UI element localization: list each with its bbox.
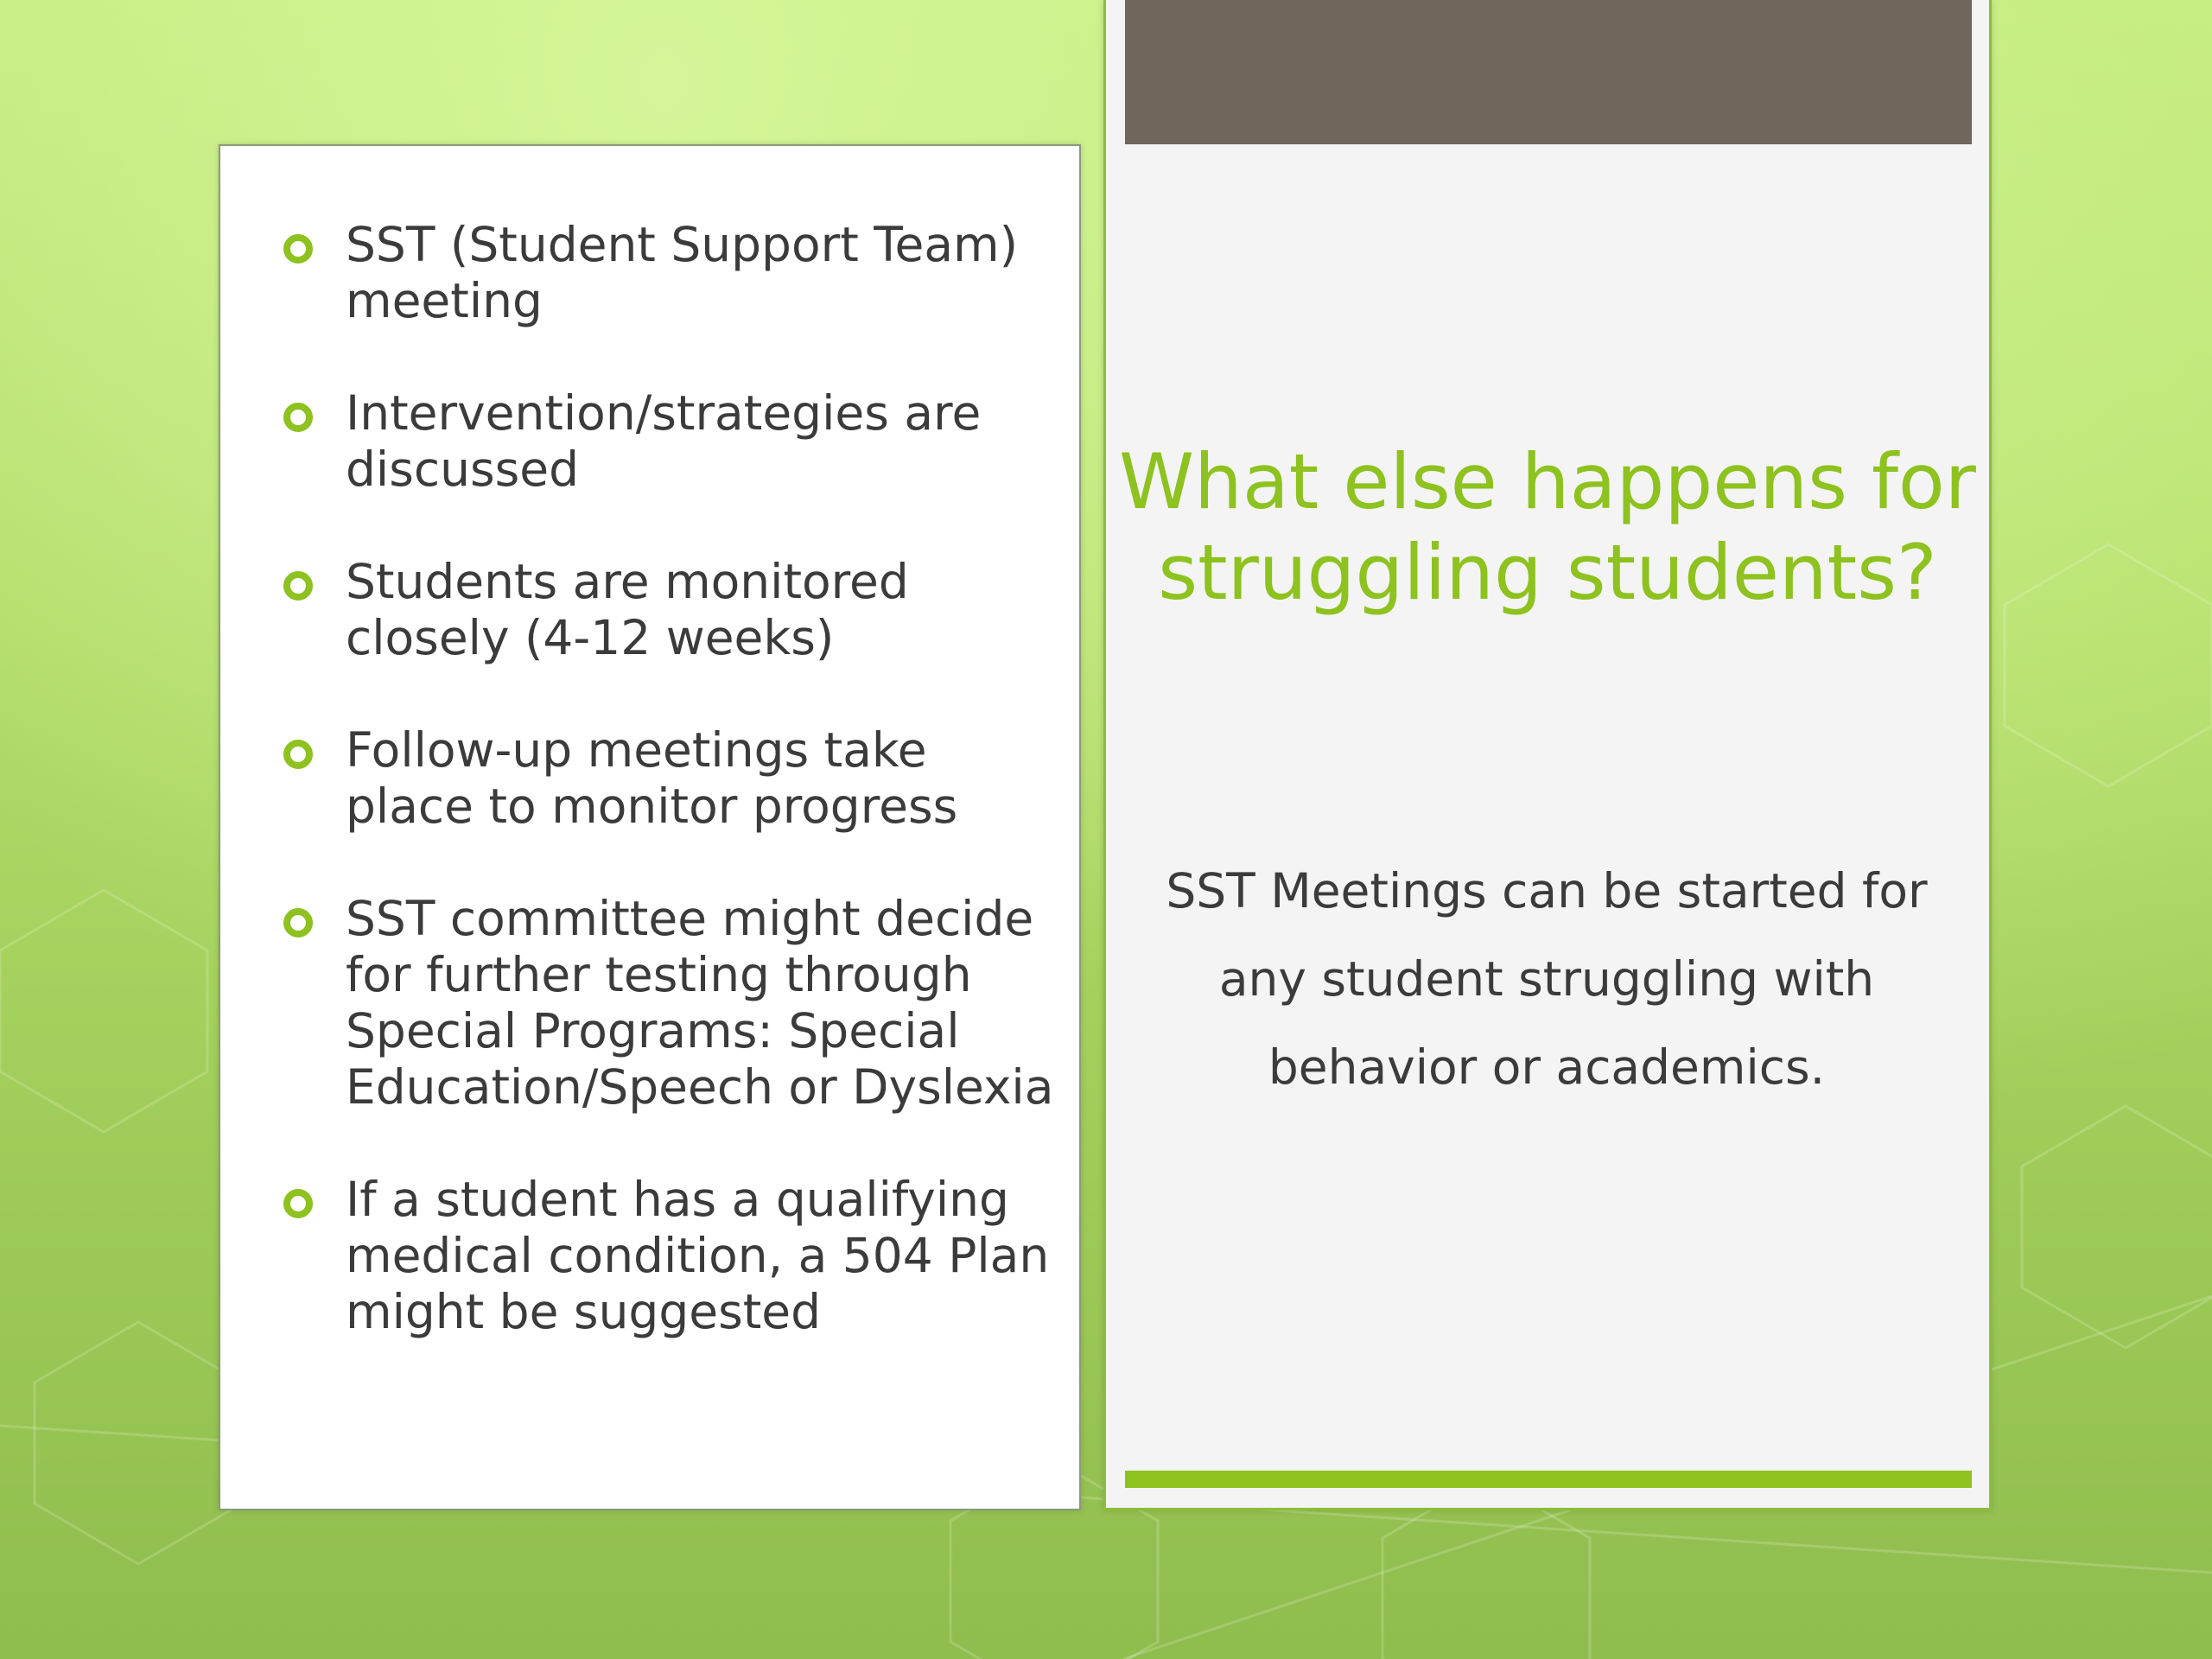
bullet-content-panel — [219, 144, 1081, 1510]
bullet-text: Intervention/strategies are discussed — [346, 385, 982, 497]
bullet-circle-icon — [283, 571, 313, 601]
bullet-circle-icon — [283, 1189, 313, 1218]
bullet-text: If a student has a qualifying medical condition, a 504 Plan might be suggested — [346, 1172, 1050, 1339]
slide-title: What else happens for struggling students? — [1119, 437, 1976, 617]
bullet-circle-icon — [283, 908, 313, 938]
bullet-text: Follow-up meetings take place to monitor progress — [346, 722, 958, 834]
header-bar — [1125, 0, 1972, 144]
bullet-text: SST committee might decide for further testing through Special Programs: Special Education/Speech or Dyslexia — [346, 891, 1054, 1115]
bullet-circle-icon — [283, 740, 313, 769]
bullet-item — [220, 722, 1079, 835]
accent-bar — [1125, 1471, 1972, 1488]
bullet-circle-icon — [283, 234, 313, 264]
slide-body-text: SST Meetings can be started for any student struggling with behavior or academics. — [1166, 863, 1928, 1095]
bullet-item — [220, 554, 1079, 666]
title-panel — [1103, 0, 1992, 1510]
bullet-item — [220, 1172, 1079, 1340]
bullet-circle-icon — [283, 403, 313, 432]
bullet-item — [220, 891, 1079, 1116]
bullet-text: SST (Student Support Team) meeting — [346, 217, 1019, 328]
bullet-list — [220, 217, 1079, 1396]
bullet-text: Students are monitored closely (4-12 weeks) — [346, 554, 909, 665]
bullet-item — [220, 385, 1079, 498]
bullet-item — [220, 217, 1079, 329]
